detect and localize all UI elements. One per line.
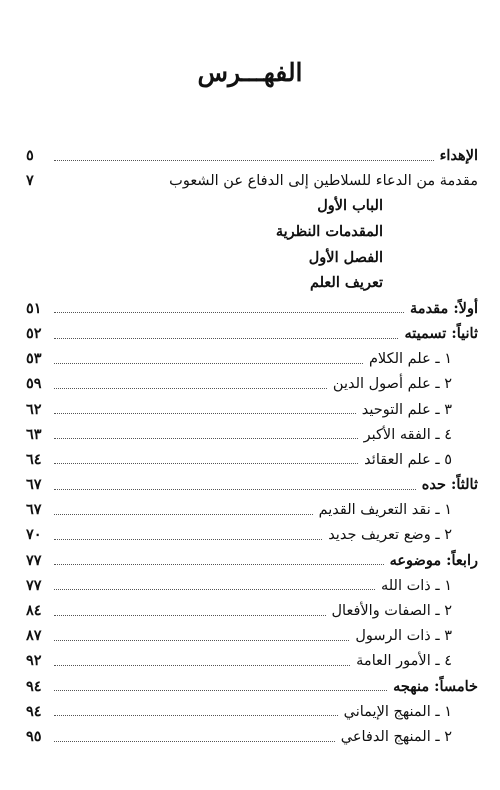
dot-leader (54, 714, 338, 716)
toc-entry-page: ٩٤ (26, 702, 42, 720)
toc-entry[interactable] (26, 648, 478, 673)
toc-entry-page: ٦٧ (26, 501, 42, 519)
toc-entry-page: ٥٣ (26, 350, 42, 368)
toc-entry[interactable] (26, 724, 478, 749)
toc-entry-text: ١ ـ علم الكلام (368, 351, 452, 368)
part-heading: الباب الأول (317, 197, 383, 215)
toc-entry-page: ٦٤ (26, 450, 42, 468)
chapter-title-heading: تعريف العلم (309, 274, 383, 292)
toc-entry-text: ٢ ـ وضع تعريف جديد (328, 527, 452, 544)
toc-entry-text: خامساً: منهجه (393, 677, 478, 695)
toc-entry-page: ٦٣ (26, 425, 42, 443)
toc-entry[interactable] (26, 346, 478, 371)
toc-entry-page: ٥ (26, 147, 34, 164)
toc-entry[interactable] (26, 598, 478, 623)
toc-entries (26, 296, 478, 749)
toc-entry-page: ٩٤ (26, 677, 42, 695)
toc-entry-page: ٦٢ (26, 400, 42, 418)
toc-entry[interactable] (26, 573, 478, 598)
toc-entry-text: ثانياً: تسميته (404, 324, 478, 342)
dot-leader (54, 387, 327, 389)
toc-entry-page: ٩٢ (26, 652, 42, 670)
toc-entry[interactable] (26, 168, 478, 193)
dot-leader (54, 639, 349, 641)
toc-entry-page: ٨٤ (26, 602, 42, 619)
dot-leader (54, 311, 404, 313)
toc-entry-text: أولاً: مقدمة (410, 299, 478, 317)
toc-entry-text: ٢ ـ الصفات والأفعال (331, 603, 452, 619)
toc-entry-text: ٤ ـ الأمور العامة (356, 653, 452, 670)
dot-leader (54, 184, 163, 185)
toc-entry-text: ٣ ـ علم التوحيد (361, 401, 452, 418)
dot-leader (54, 588, 375, 590)
toc-entry-page: ٥١ (26, 299, 42, 317)
chapter-heading: الفصل الأول (308, 248, 383, 266)
toc-entry-page: ٧ (26, 172, 34, 190)
toc-entry-text: ١ ـ المنهج الإيماني (343, 703, 452, 720)
dot-leader (54, 538, 322, 540)
toc-entry[interactable] (26, 548, 478, 573)
toc-entry-text: ٤ ـ الفقه الأكبر (363, 426, 452, 443)
toc-entry-page: ٧٧ (26, 551, 42, 569)
toc-entry-text: الإهداء (439, 147, 478, 164)
toc-entry-page: ٦٧ (26, 476, 42, 494)
toc-entry-text: ٢ ـ علم أصول الدين (332, 376, 452, 393)
part-title-heading: المقدمات النظرية (275, 222, 383, 240)
toc-entry-page: ٥٢ (26, 324, 42, 342)
toc-entry-page: ٧٠ (26, 526, 42, 544)
toc-entry[interactable] (26, 699, 478, 724)
toc-entry[interactable] (26, 143, 478, 168)
toc-entry[interactable] (26, 623, 478, 648)
dot-leader (54, 689, 387, 691)
toc-entry-page: ٥٩ (26, 375, 42, 393)
dot-leader (54, 462, 358, 464)
dot-leader (54, 614, 326, 616)
dot-leader (54, 337, 398, 339)
toc-entry[interactable] (26, 397, 478, 422)
toc-entry-text: ١ ـ ذات الله (380, 577, 452, 594)
toc-entry-text: ثالثاً: حده (421, 476, 478, 494)
toc-entry-text: مقدمة من الدعاء للسلاطين إلى الدفاع عن الشعوب (169, 173, 478, 190)
dot-leader (54, 362, 363, 364)
toc-entry[interactable] (26, 422, 478, 447)
toc-entry[interactable] (26, 522, 478, 547)
toc-entry-text: ١ ـ نقد التعريف القديم (318, 502, 452, 519)
toc-entry[interactable] (26, 674, 478, 699)
dot-leader (54, 437, 358, 439)
page-title: الفهـــرس (197, 58, 303, 87)
dot-leader (54, 740, 335, 742)
dot-leader (54, 664, 350, 666)
dot-leader (54, 488, 416, 490)
toc-entry[interactable] (26, 321, 478, 346)
toc-entry-text: رابعاً: موضوعه (389, 551, 478, 569)
toc-entry-text: ٣ ـ ذات الرسول (355, 628, 452, 645)
toc-entry-page: ٨٧ (26, 627, 42, 645)
toc-entry[interactable] (26, 296, 478, 321)
toc-entry[interactable] (26, 371, 478, 396)
toc-entry[interactable] (26, 447, 478, 472)
toc-entry[interactable] (26, 497, 478, 522)
toc-entry-text: ٥ ـ علم العقائد (364, 451, 452, 468)
toc-entry-page: ٧٧ (26, 576, 42, 594)
toc-entry[interactable] (26, 472, 478, 497)
dot-leader (54, 159, 434, 161)
toc-entry-text: ٢ ـ المنهج الدفاعي (340, 728, 452, 745)
toc-entry-page: ٩٥ (26, 727, 42, 745)
table-of-contents (26, 143, 478, 749)
dot-leader (54, 412, 356, 414)
dot-leader (54, 563, 384, 565)
dot-leader (54, 513, 313, 515)
